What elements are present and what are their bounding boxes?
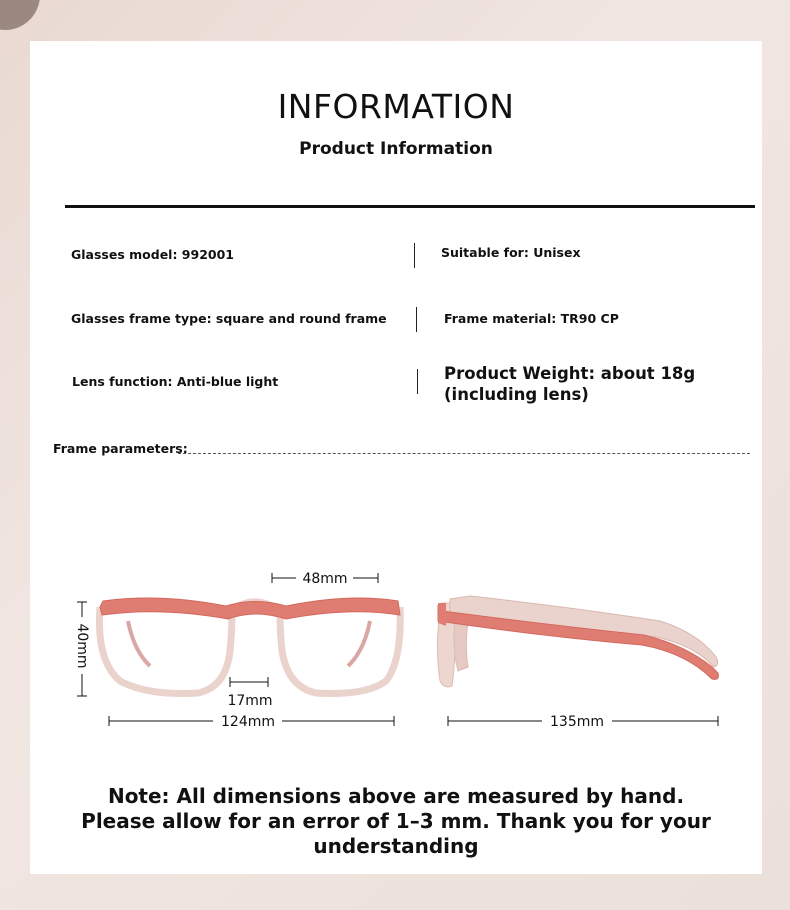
glasses-front-view (74, 571, 400, 730)
glasses-diagram (30, 41, 762, 761)
measurement-note: Note: All dimensions above are measured by hand. Please allow for an error of 1–3 mm. Thank you for your understanding (81, 784, 711, 858)
temple-length-label: 135mm (550, 714, 604, 730)
bridge-label: 17mm (227, 693, 273, 709)
corner-decoration (0, 0, 40, 30)
spec-frame-type: Glasses frame type: square and round frame (71, 311, 387, 326)
spec-weight: Product Weight: about 18g (including lens) (444, 364, 696, 404)
frame-parameters-label: Frame parameters: (53, 441, 188, 456)
lens-height-label: 40mm (74, 623, 90, 669)
spec-model: Glasses model: 992001 (71, 247, 234, 262)
page-subtitle: Product Information (299, 139, 493, 159)
spec-suitable: Suitable for: Unisex (441, 245, 581, 260)
page-title: INFORMATION (277, 87, 515, 126)
spec-material: Frame material: TR90 CP (444, 311, 619, 326)
spec-lens-function: Lens function: Anti-blue light (72, 374, 279, 389)
lens-width-label: 48mm (302, 571, 348, 587)
total-width-label: 124mm (221, 714, 275, 730)
glasses-side-view (437, 596, 718, 730)
info-card (30, 41, 762, 874)
